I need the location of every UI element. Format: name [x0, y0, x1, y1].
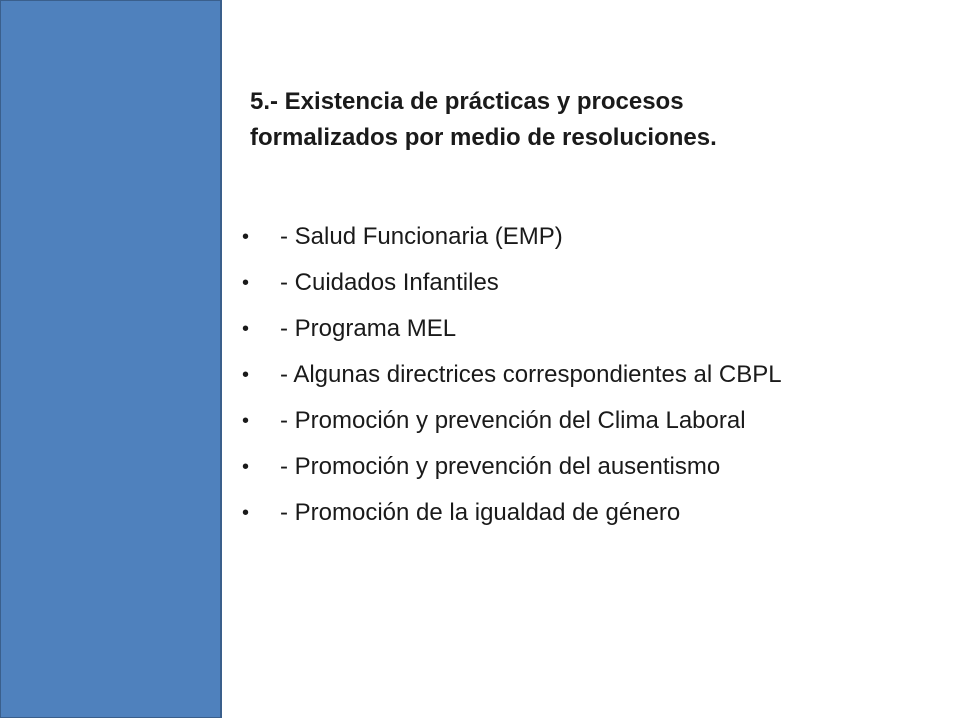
side-panel-decoration [0, 0, 222, 718]
list-item [240, 398, 920, 444]
list-item-text: - Salud Funcionaria (EMP) [280, 223, 563, 250]
list-item-text: - Algunas directrices correspondientes al CBPL [280, 361, 782, 388]
slide-title-line-2: formalizados por medio de resoluciones. [250, 124, 717, 151]
bullet-icon: • [242, 226, 250, 248]
bullet-icon: • [242, 502, 250, 524]
bullet-icon: • [242, 410, 250, 432]
list-item [240, 214, 920, 260]
list-item-text: - Promoción y prevención del Clima Laboral [280, 407, 746, 434]
slide-title [250, 84, 890, 156]
bullet-list [240, 214, 920, 536]
bullet-icon: • [242, 456, 250, 478]
bullet-icon: • [242, 318, 250, 340]
list-item-text: - Programa MEL [280, 315, 457, 342]
slide-title-line-1: 5.- Existencia de prácticas y procesos [250, 88, 684, 115]
list-item [240, 444, 920, 490]
list-item [240, 306, 920, 352]
list-item-text: - Cuidados Infantiles [280, 269, 499, 296]
list-item [240, 490, 920, 536]
list-item [240, 260, 920, 306]
list-item [240, 352, 920, 398]
bullet-icon: • [242, 364, 250, 386]
list-item-text: - Promoción de la igualdad de género [280, 499, 681, 526]
bullet-icon: • [242, 272, 250, 294]
list-item-text: - Promoción y prevención del ausentismo [280, 453, 721, 480]
